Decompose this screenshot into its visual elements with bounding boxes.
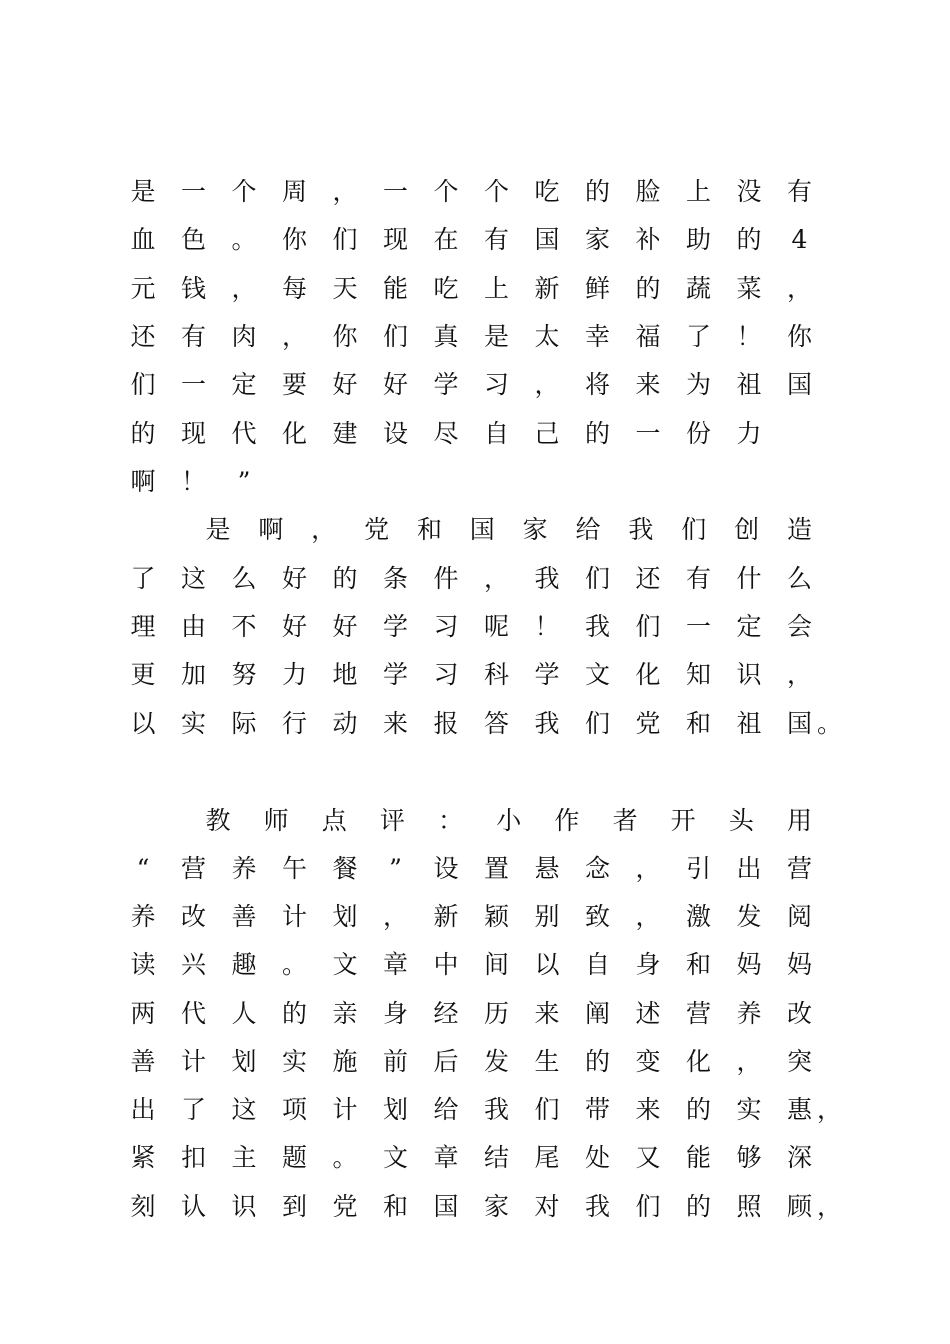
text-line: 是 啊 ， 党 和 国 家 给 我 们 创 造 xyxy=(205,515,812,544)
text-line: 养 改 善 计 划 ， 新 颖 别 致 ， 激 发 阅 xyxy=(130,902,812,931)
text-line: 啊 ！ ” xyxy=(130,467,251,496)
text-line: 理 由 不 好 好 学 习 呢 ！ 我 们 一 定 会 xyxy=(130,612,812,641)
text-line: 的 现 代 化 建 设 尽 自 己 的 一 份 力 xyxy=(130,419,762,448)
text-line: 更 加 努 力 地 学 习 科 学 文 化 知 识 ， xyxy=(130,660,812,689)
text-line: 还 有 肉 ， 你 们 真 是 太 幸 福 了 ！ 你 xyxy=(130,322,812,351)
text-line: 血 色 。 你 们 现 在 有 国 家 补 助 的 4 xyxy=(130,225,808,254)
text-line: “ 营 养 午 餐 ” 设 置 悬 念 ， 引 出 营 xyxy=(136,854,812,883)
text-line: 刻 认 识 到 党 和 国 家 对 我 们 的 照 顾 ， xyxy=(130,1192,842,1221)
text-line: 们 一 定 要 好 好 学 习 ， 将 来 为 祖 国 xyxy=(130,370,812,399)
text-line: 以 实 际 行 动 来 报 答 我 们 党 和 祖 国 。 xyxy=(130,709,842,738)
text-line: 了 这 么 好 的 条 件 ， 我 们 还 有 什 么 xyxy=(130,564,812,593)
text-line: 善 计 划 实 施 前 后 发 生 的 变 化 ， 突 xyxy=(130,1047,812,1076)
text-line: 教 师 点 评 ： 小 作 者 开 头 用 xyxy=(205,806,812,835)
text-line: 两 代 人 的 亲 身 经 历 来 阐 述 营 养 改 xyxy=(130,999,812,1028)
text-line: 出 了 这 项 计 划 给 我 们 带 来 的 实 惠 ， xyxy=(130,1095,842,1124)
text-line: 是 一 个 周 ， 一 个 个 吃 的 脸 上 没 有 xyxy=(130,177,812,206)
text-line: 元 钱 ， 每 天 能 吃 上 新 鲜 的 蔬 菜 ， xyxy=(130,274,812,303)
text-line: 紧 扣 主 题 。 文 章 结 尾 处 又 能 够 深 xyxy=(130,1143,812,1172)
text-line: 读 兴 趣 。 文 章 中 间 以 自 身 和 妈 妈 xyxy=(130,950,812,979)
